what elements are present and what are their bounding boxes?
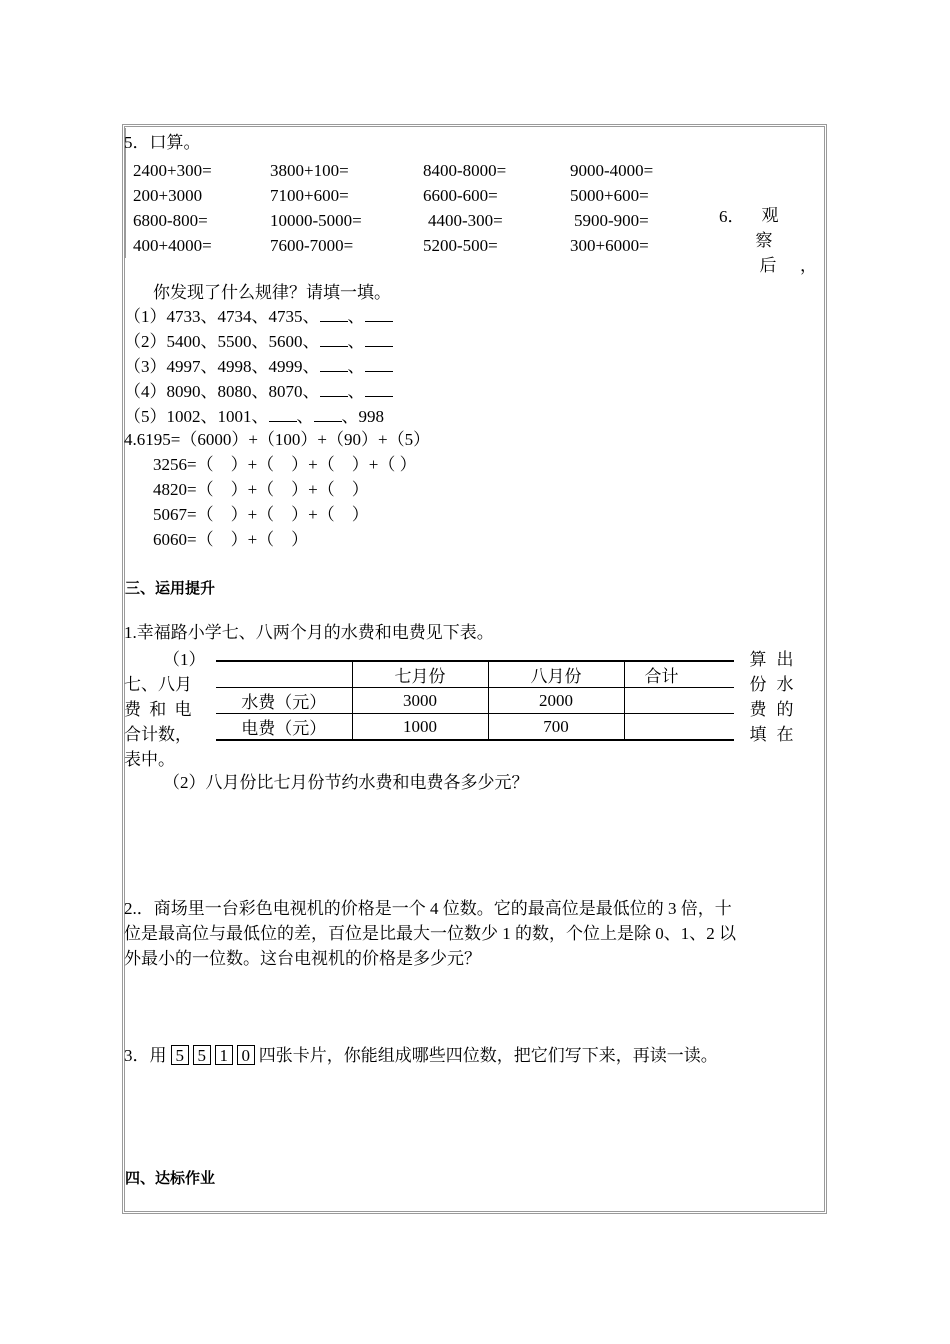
- math-expression: 3800+100=: [270, 161, 349, 180]
- answer-blank[interactable]: [320, 330, 348, 347]
- sequence-separator: 、: [347, 382, 365, 401]
- answer-blank[interactable]: [320, 380, 348, 397]
- q1-left-line: 合计数，: [124, 725, 192, 744]
- math-expression: 5200-500=: [423, 236, 498, 255]
- math-expression: 5900-900=: [574, 211, 649, 230]
- table-cell: [216, 661, 352, 688]
- sequence-prefix: （1）4733、4734、4735、: [124, 307, 320, 326]
- sequence-suffix: 、998: [341, 407, 384, 426]
- vertical-char: 费: [749, 700, 767, 719]
- vertical-char: 份: [749, 675, 767, 694]
- sequence-separator: 、: [296, 407, 314, 426]
- q2-line: 2.．商场里一台彩色电视机的价格是一个 4 位数。它的最高位是最低位的 3 倍，十: [124, 899, 732, 918]
- math-expression: 5000+600=: [570, 186, 649, 205]
- table-cell: 合计: [624, 661, 734, 688]
- math-expression: 200+3000: [133, 186, 203, 205]
- math-expression: 9000-4000=: [570, 161, 654, 180]
- decompose-line: 5067=（ ）+（ ）+（ ）: [153, 505, 369, 524]
- math-expression: 10000-5000=: [270, 211, 362, 230]
- part4-heading: 四、达标作业: [125, 1169, 216, 1187]
- answer-blank[interactable]: [365, 330, 393, 347]
- table-cell: 八月份: [488, 661, 624, 688]
- q2-line: 位是最高位与最低位的差，百位是比最大一位数少 1 的数，个位上是除 0、1、2 以: [124, 924, 736, 943]
- sequence-separator: 、: [347, 332, 365, 351]
- sequence-item: [124, 330, 393, 353]
- math-expression: 8400-8000=: [423, 161, 507, 180]
- number-card: 1: [215, 1045, 233, 1065]
- section6-vertical-text: 观 察 后 ，: [758, 203, 782, 278]
- q3-suffix: 四张卡片，你能组成哪些四位数，把它们写下来，再读一读。: [258, 1046, 718, 1065]
- sequence-item: [124, 380, 393, 403]
- table-cell: [624, 714, 734, 741]
- q3-line: [124, 1045, 718, 1067]
- q3-prefix: 3．用: [124, 1046, 167, 1065]
- vertical-char: 水: [776, 675, 794, 694]
- sequence-separator: 、: [347, 357, 365, 376]
- fee-table: [216, 660, 734, 741]
- section6-prompt: 你发现了什么规律？请填一填。: [153, 283, 391, 302]
- table-header-row: [216, 661, 734, 688]
- math-expression: 6600-600=: [423, 186, 498, 205]
- number-card: 5: [193, 1045, 211, 1065]
- answer-blank[interactable]: [320, 305, 348, 322]
- vertical-char: 算: [749, 650, 767, 669]
- sequence-prefix: （3）4997、4998、4999、: [124, 357, 320, 376]
- answer-blank[interactable]: [314, 405, 342, 422]
- part3-heading: 三、运用提升: [125, 579, 216, 597]
- table-cell: 水费（元）: [216, 688, 352, 714]
- number-card: 0: [237, 1045, 255, 1065]
- vertical-char: 的: [776, 700, 794, 719]
- math-expression: 4400-300=: [428, 211, 503, 230]
- vertical-char: 出: [776, 650, 794, 669]
- sequence-item: [124, 355, 393, 378]
- math-expression: 7100+600=: [270, 186, 349, 205]
- vertical-char: 在: [776, 725, 794, 744]
- answer-blank[interactable]: [365, 305, 393, 322]
- q1-left-line: （1）: [163, 650, 206, 669]
- decompose-example: 4.6195=（6000）+（100）+（90）+（5）: [124, 430, 431, 449]
- math-expression: 2400+300=: [133, 161, 212, 180]
- math-expression: 7600-7000=: [270, 236, 354, 255]
- section6-label: 6．: [719, 207, 745, 226]
- math-expression: 400+4000=: [133, 236, 212, 255]
- vertical-char: 填: [749, 725, 767, 744]
- table-row: [216, 688, 734, 714]
- math-expression: 300+6000=: [570, 236, 649, 255]
- sequence-prefix: （5）1002、1001、: [124, 407, 269, 426]
- answer-blank[interactable]: [320, 355, 348, 372]
- vertical-char: 后: [759, 256, 777, 275]
- section5-title: 5．口算。: [124, 133, 201, 152]
- q2-line: 外最小的一位数。这台电视机的价格是多少元？: [124, 949, 481, 968]
- sequence-separator: 、: [347, 307, 365, 326]
- table-cell: [624, 688, 734, 714]
- decompose-line: 4820=（ ）+（ ）+（ ）: [153, 480, 369, 499]
- q1-left-line: 七、八月: [124, 675, 192, 694]
- q1-sub2: （2）八月份比七月份节约水费和电费各多少元？: [163, 773, 529, 792]
- number-card: 5: [171, 1045, 189, 1065]
- table-cell: 700: [488, 714, 624, 741]
- q1-left-line: 费 和 电: [124, 700, 194, 719]
- answer-blank[interactable]: [269, 405, 297, 422]
- vertical-char: 观: [761, 206, 779, 225]
- sequence-prefix: （4）8090、8080、8070、: [124, 382, 320, 401]
- table-cell: 3000: [352, 688, 488, 714]
- answer-blank[interactable]: [365, 380, 393, 397]
- decompose-line: 6060=（ ）+（ ）: [153, 530, 309, 549]
- sequence-item: [124, 305, 393, 328]
- q1-left-line: 表中。: [124, 750, 175, 769]
- decompose-line: 3256=（ ）+（ ）+（ ）+（ ）: [153, 455, 417, 474]
- sequence-item: [124, 405, 384, 428]
- table-cell: 1000: [352, 714, 488, 741]
- table-row: [216, 714, 734, 741]
- sequence-prefix: （2）5400、5500、5600、: [124, 332, 320, 351]
- vertical-char: 察: [755, 231, 773, 250]
- table-cell: 七月份: [352, 661, 488, 688]
- table-cell: 电费（元）: [216, 714, 352, 741]
- q1-intro: 1.幸福路小学七、八两个月的水费和电费见下表。: [124, 623, 494, 642]
- answer-blank[interactable]: [365, 355, 393, 372]
- math-expression: 6800-800=: [133, 211, 208, 230]
- table-cell: 2000: [488, 688, 624, 714]
- q1-right-col2: [774, 647, 796, 747]
- q1-right-col1: [747, 647, 769, 747]
